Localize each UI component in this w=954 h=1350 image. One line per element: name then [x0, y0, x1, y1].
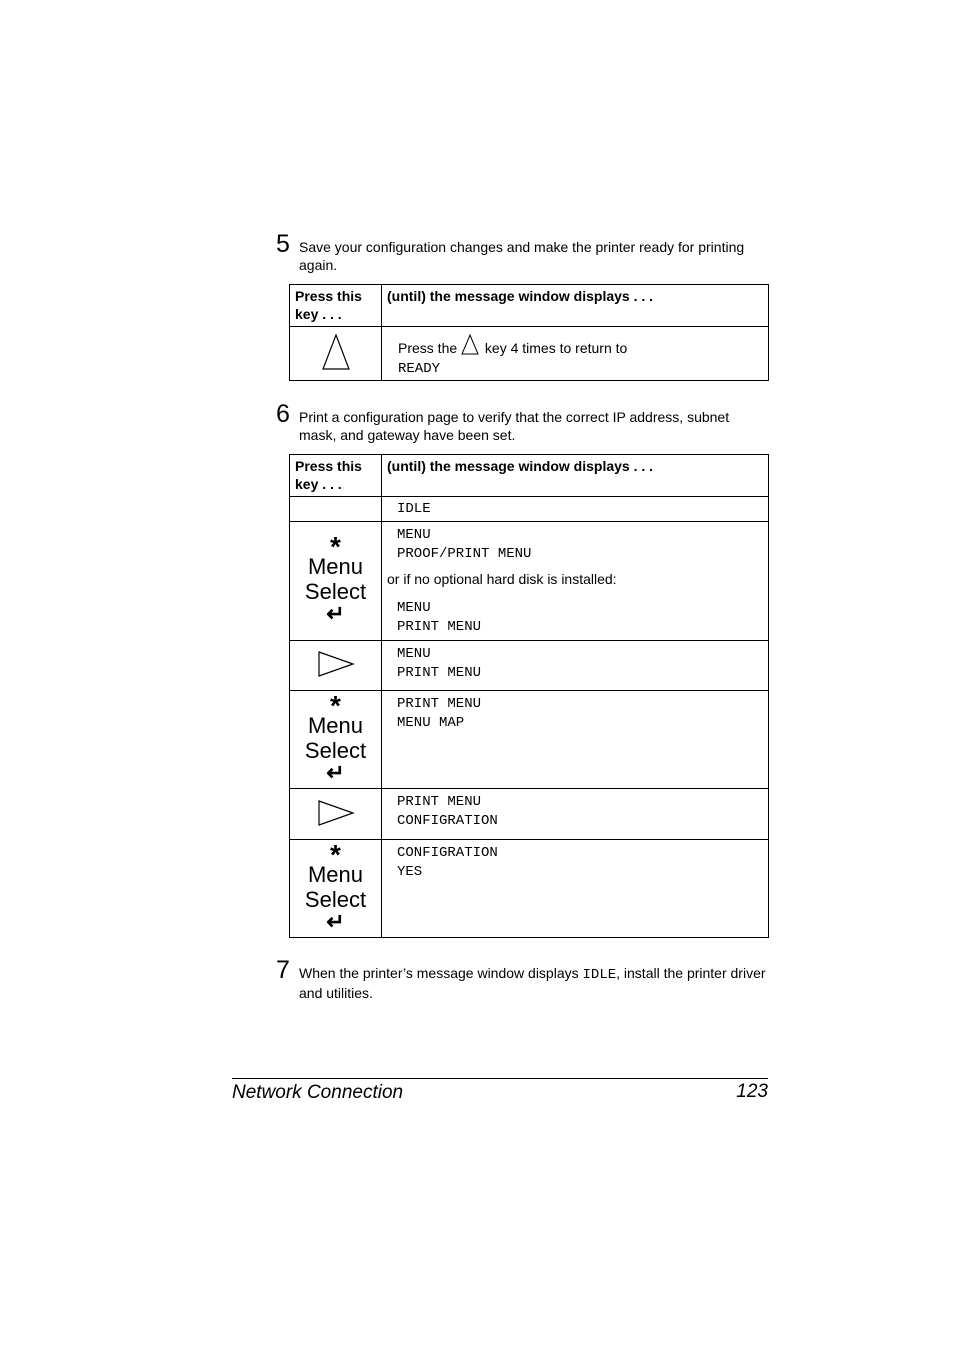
key-table-2: [289, 454, 769, 938]
return-instruction: [382, 328, 768, 379]
display-line: CONFIGRATION: [397, 813, 498, 829]
footer-rule: [232, 1078, 768, 1079]
menu-select-icon: * Menu Select ↵: [304, 531, 367, 626]
header-key: Press this key . . .: [295, 288, 362, 322]
step-text: When the printer’s message window displays IDLE, install the printer driver and utilities.: [299, 965, 766, 1001]
display-line: MENU: [397, 646, 431, 662]
hard-disk-note: or if no optional hard disk is installed:: [387, 571, 617, 587]
idle-code: IDLE: [582, 967, 617, 983]
step-number: 5: [276, 230, 290, 258]
display-line: MENU: [397, 600, 431, 616]
menu-select-key: [290, 522, 382, 641]
display-line: CONFIGRATION: [397, 845, 498, 861]
display-line: MENU: [397, 527, 431, 543]
display-line: PROOF/PRINT MENU: [397, 546, 532, 562]
right-triangle-key: [290, 641, 382, 691]
menu-select-key: [290, 691, 382, 789]
up-triangle-icon: [321, 333, 351, 371]
header-key: Press this key . . .: [295, 458, 362, 492]
menu-select-key: [290, 840, 382, 938]
page-number: 123: [736, 1081, 768, 1102]
display-line: PRINT MENU: [397, 794, 482, 810]
menu-select-icon: * Menu Select ↵: [304, 838, 367, 934]
header-display: (until) the message window displays . . .: [387, 458, 654, 474]
right-triangle-icon: [317, 650, 355, 678]
right-triangle-key: [290, 789, 382, 840]
ready-code: READY: [398, 361, 441, 377]
footer-section-title: Network Connection: [232, 1082, 404, 1103]
enter-arrow-icon: ↵: [326, 759, 345, 785]
enter-arrow-icon: ↵: [326, 601, 345, 626]
step-number: 6: [276, 400, 290, 428]
step-text: Print a configuration page to verify that the correct IP address, subnet mask, and gateway have been set.: [299, 409, 730, 443]
step-number: 7: [276, 956, 290, 984]
right-triangle-icon: [317, 799, 355, 827]
up-triangle-icon: [461, 334, 481, 356]
key-table-1: [289, 284, 769, 381]
up-triangle-key: [290, 327, 382, 381]
display-line: YES: [397, 864, 423, 880]
menu-select-icon: * Menu Select ↵: [304, 689, 367, 785]
display-line: MENU MAP: [397, 715, 465, 731]
instruction-text-after: key 4 times to return to: [481, 340, 628, 356]
display-line: PRINT MENU: [397, 665, 482, 681]
instruction-text-before: Press the: [398, 340, 462, 356]
header-display: (until) the message window displays . . .: [387, 288, 654, 304]
enter-arrow-icon: ↵: [326, 908, 345, 934]
display-line: IDLE: [397, 501, 431, 517]
empty-key-cell: [290, 497, 382, 522]
display-line: PRINT MENU: [397, 619, 482, 635]
step-text: Save your configuration changes and make the printer ready for printing again.: [299, 239, 745, 273]
display-line: PRINT MENU: [397, 696, 482, 712]
